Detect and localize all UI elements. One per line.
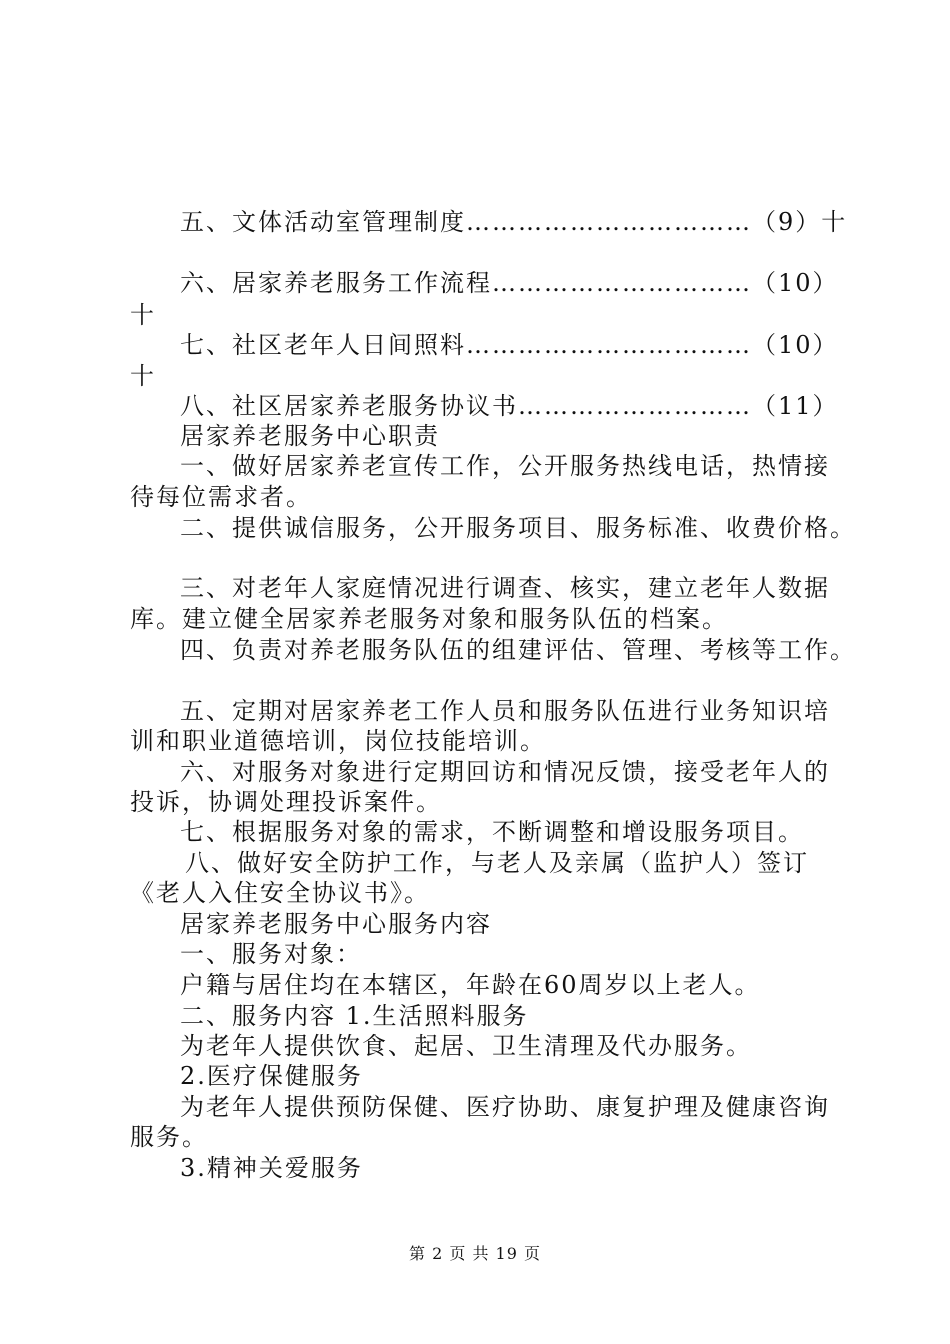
medical-care-cont: 服务。	[130, 1123, 208, 1151]
duty-5-cont: 训和职业道德培训，岗位技能培训。	[130, 727, 546, 755]
toc-item-6: 六、居家养老服务工作流程…………………………（10）	[180, 269, 839, 297]
toc-item-7-suffix: 十	[130, 362, 156, 390]
toc-item-6-suffix: 十	[130, 301, 156, 329]
service-target-text: 户籍与居住均在本辖区，年龄在60周岁以上老人。	[180, 971, 761, 999]
spiritual-care-heading: 3.精神关爱服务	[180, 1154, 363, 1182]
service-target-heading: 一、服务对象：	[180, 940, 362, 968]
duty-8-cont: 《老人入住安全协议书》。	[130, 879, 430, 907]
toc-item-5: 五、文体活动室管理制度……………………………（9）十	[180, 208, 848, 236]
duty-3-cont: 库。建立健全居家养老服务对象和服务队伍的档案。	[130, 605, 728, 633]
duty-3: 三、对老年人家庭情况进行调查、核实，建立老年人数据	[180, 574, 830, 602]
duty-7: 七、根据服务对象的需求，不断调整和增设服务项目。	[180, 818, 804, 846]
page-number-footer: 第 2 页 共 19 页	[409, 1244, 541, 1263]
daily-care-text: 为老年人提供饮食、起居、卫生清理及代办服务。	[180, 1032, 752, 1060]
duty-1-cont: 待每位需求者。	[130, 483, 312, 511]
medical-care-text: 为老年人提供预防保健、医疗协助、康复护理及健康咨询	[180, 1093, 830, 1121]
section1-heading: 居家养老服务中心职责	[180, 422, 440, 450]
duty-6-cont: 投诉，协调处理投诉案件。	[130, 788, 442, 816]
duty-4: 四、负责对养老服务队伍的组建评估、管理、考核等工作。	[180, 636, 856, 664]
medical-care-heading: 2.医疗保健服务	[180, 1062, 363, 1090]
duty-1: 一、做好居家养老宣传工作，公开服务热线电话，热情接	[180, 452, 830, 480]
service-content-heading: 二、服务内容 1.生活照料服务	[180, 1002, 529, 1030]
toc-item-7: 七、社区老年人日间照料……………………………（10）	[180, 331, 839, 359]
duty-6: 六、对服务对象进行定期回访和情况反馈，接受老年人的	[180, 758, 830, 786]
duty-5: 五、定期对居家养老工作人员和服务队伍进行业务知识培	[180, 697, 830, 725]
section2-heading: 居家养老服务中心服务内容	[180, 910, 492, 938]
toc-item-8: 八、社区居家养老服务协议书………………………（11）	[180, 392, 839, 420]
duty-2: 二、提供诚信服务，公开服务项目、服务标准、收费价格。	[180, 514, 856, 542]
duty-8: 八、做好安全防护工作，与老人及亲属（监护人）签订	[185, 849, 809, 877]
